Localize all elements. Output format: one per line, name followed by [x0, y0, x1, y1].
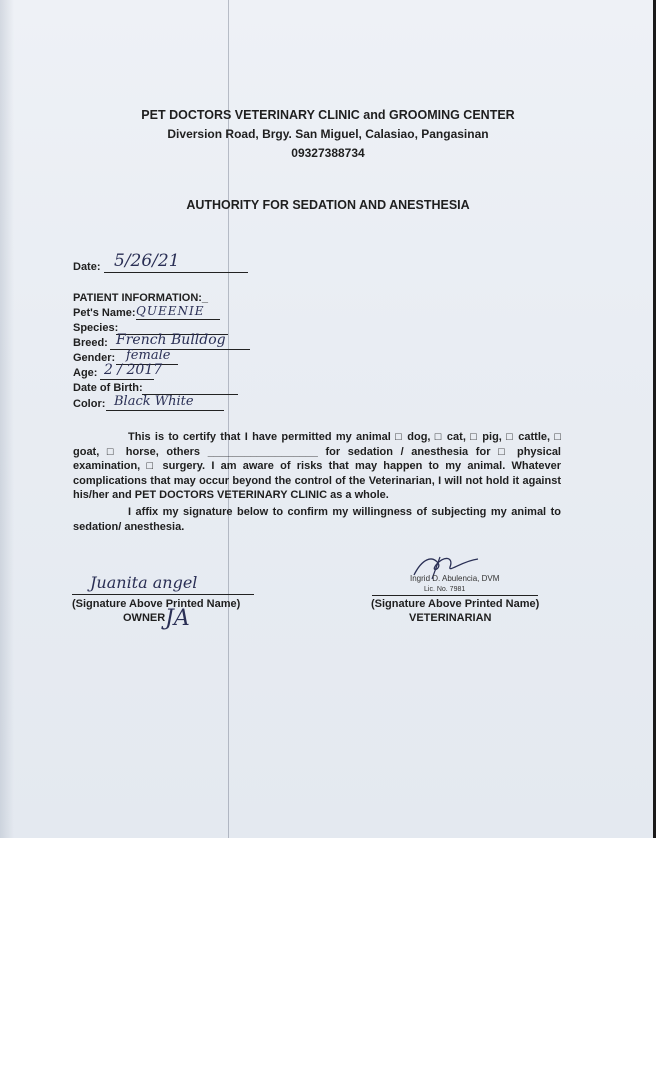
clinic-address: Diversion Road, Brgy. San Miguel, Calasiao, Pangasinan	[167, 127, 489, 141]
scan-left-shadow	[0, 0, 14, 838]
gender-handwritten: female	[126, 348, 171, 363]
breed-label: Breed:	[73, 337, 108, 349]
date-line	[104, 272, 248, 273]
other-animal-blank: __________________	[207, 445, 318, 458]
vet-printed-name: Ingrid D. Abulencia, DVM	[410, 574, 500, 583]
pet-name-line	[136, 319, 220, 320]
species-label: Species:	[73, 322, 119, 334]
date-handwritten: 5/26/21	[114, 251, 180, 271]
color-line	[106, 410, 224, 411]
clinic-name: PET DOCTORS VETERINARY CLINIC and GROOMING CENTER	[141, 108, 515, 122]
paper-fold-crease	[228, 0, 229, 838]
consent-paragraph	[73, 430, 561, 503]
gender-label: Gender:	[73, 352, 116, 364]
clinic-phone: 09327388734	[291, 146, 365, 160]
date-of-birth-label: Date of Birth:	[73, 382, 143, 394]
consent-text-part1: This is to certify that I have permitted my animal □ dog, □ cat, □ pig, □ cattle, □ goat, □ horse, others	[73, 431, 561, 458]
breed-handwritten: French Bulldog	[116, 332, 226, 348]
pet-name-label: Pet's Name:	[73, 307, 136, 319]
vet-license-number: Lic. No. 7981	[424, 586, 466, 593]
age-label: Age:	[73, 367, 98, 379]
patient-info-heading: PATIENT INFORMATION:_	[73, 292, 209, 304]
vet-signature-line	[372, 595, 538, 596]
owner-role-label: OWNER	[123, 612, 166, 624]
document-title: AUTHORITY FOR SEDATION AND ANESTHESIA	[186, 198, 470, 212]
owner-initials: JA	[165, 606, 190, 631]
pet-name-handwritten: QUEENIE	[136, 304, 205, 318]
owner-signature-line	[72, 594, 254, 595]
consent-text-part2: for sedation / anesthesia for □ physical examination, □ surgery. I am aware of risks that may happen to my animal. Whatever complications that may occur beyond the control of the Veterinarian, I will not hold it against his/her and PET DOCTORS VETERINARY CLINIC as a whole.	[73, 445, 561, 502]
color-label: Color:	[73, 398, 106, 410]
age-handwritten: 2 / 2017	[104, 362, 163, 378]
date-label: Date:	[73, 261, 101, 273]
owner-signature-caption: (Signature Above Printed Name)	[72, 598, 241, 610]
vet-role-label: VETERINARIAN	[409, 612, 492, 624]
affirmation-text: I affix my signature below to confirm my willingness of subjecting my animal to sedation/ anesthesia.	[73, 506, 561, 533]
vet-signature-caption: (Signature Above Printed Name)	[371, 598, 540, 610]
signature-affirmation-paragraph	[73, 505, 561, 534]
owner-signature: Juanita angel	[90, 573, 198, 592]
color-handwritten: Black White	[114, 394, 194, 409]
age-line	[100, 379, 154, 380]
